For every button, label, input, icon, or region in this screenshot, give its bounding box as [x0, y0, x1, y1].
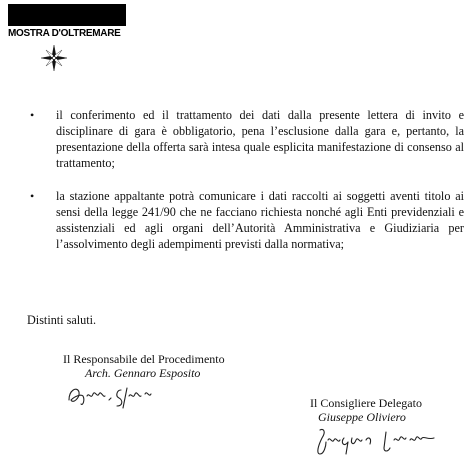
signature-block-right — [310, 396, 470, 458]
signatory-role: Il Responsabile del Procedimento — [63, 352, 225, 366]
bullet: • — [30, 108, 35, 122]
signatory-name: Arch. Gennaro Esposito — [85, 366, 201, 380]
list-item — [24, 107, 464, 171]
conditions-list — [24, 107, 464, 252]
redacted-bar — [8, 4, 126, 26]
handwritten-signature — [63, 380, 213, 412]
signature-block-left — [63, 352, 263, 412]
signatory-name: Giuseppe Oliviero — [318, 410, 406, 424]
letterhead — [8, 4, 126, 39]
signatory-role: Il Consigliere Delegato — [310, 396, 422, 410]
closing-salutation: Distinti saluti. — [27, 313, 97, 327]
compass-rose-icon — [40, 44, 68, 72]
handwritten-signature — [310, 424, 466, 458]
logo-text: MOSTRA D'OLTREMARE — [8, 28, 121, 39]
bullet: • — [30, 189, 35, 203]
list-item — [24, 188, 464, 252]
list-item-text: la stazione appaltante potrà comunicare i dati raccolti ai soggetti aventi titolo ai sensi della legge 241/90 che ne facciano richiesta nonché agli Enti previdenziali e assistenziali ed agli organi dell’Autorità Amministrativa e Giudiziaria per l’assolvimento degli adempimenti previsti dalla normativa; — [56, 189, 464, 251]
list-item-text: il conferimento ed il trattamento dei dati dalla presente lettera di invito e disciplinare di gara è obbligatorio, pena l’esclusione dalla gara e, pertanto, la presentazione della offerta sarà intesa quale esplicita manifestazione di consenso al trattamento; — [56, 108, 464, 170]
